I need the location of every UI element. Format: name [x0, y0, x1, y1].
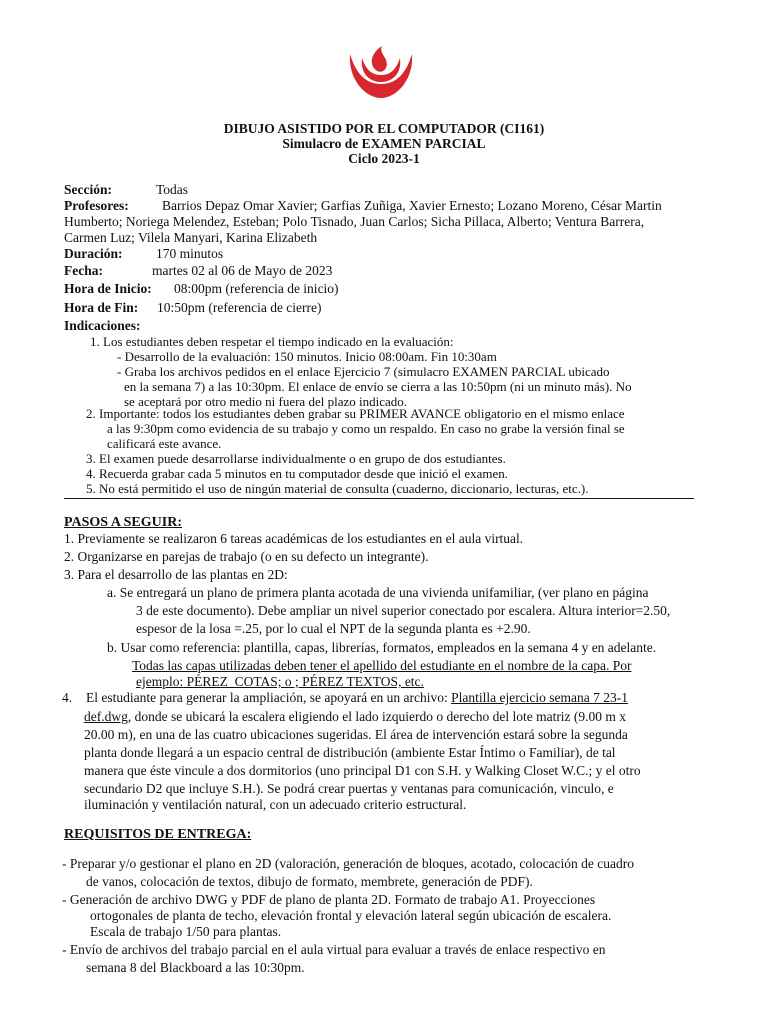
- profesores-line: Carmen Luz; Vilela Manyari, Karina Elizabeth: [64, 230, 318, 245]
- profesores-line: Humberto; Noriega Melendez, Esteban; Polo Tisnado, Juan Carlos; Sicha Pillaca, Alberto; Ventura Barrera,: [64, 214, 645, 229]
- paso-subitem: a. Se entregará un plano de primera planta acotada de una vivienda unifamiliar, (ver plano en página: [107, 585, 649, 600]
- paso-item-line: def.dwg, donde se ubicará la escalera eligiendo el lado izquierdo o derecho del lote matriz (9.00 m x: [84, 709, 627, 724]
- indicacion-line: 3. El examen puede desarrollarse individualmente o en grupo de dos estudiantes.: [86, 451, 506, 466]
- paso-item: 3. Para el desarrollo de las plantas en 2D:: [64, 567, 288, 582]
- seccion-row: [64, 182, 112, 198]
- paso-item: 1. Previamente se realizaron 6 tareas académicas de los estudiantes en el aula virtual.: [64, 531, 524, 546]
- duracion-value: 170 minutos: [156, 246, 224, 261]
- requisito-line: - Envío de archivos del trabajo parcial en el aula virtual para evaluar a través de enlace respectivo en: [62, 942, 606, 957]
- exam-title: Simulacro de EXAMEN PARCIAL: [282, 136, 486, 151]
- requisito-line: - Preparar y/o gestionar el plano en 2D (valoración, generación de bloques, acotado, colocación de cuadro: [62, 856, 635, 871]
- inicio-value: 08:00pm (referencia de inicio): [174, 281, 339, 296]
- paso-note: Todas las capas utilizadas deben tener el apellido del estudiante en el nombre de la capa. Por: [132, 658, 632, 673]
- fin-label: Hora de Fin:: [64, 300, 139, 315]
- paso-item-line: El estudiante para generar la ampliación, se apoyará en un archivo: Plantilla ejercicio semana 7 23-1: [86, 690, 629, 705]
- indicacion-line: 2. Importante: todos los estudiantes deben grabar su PRIMER AVANCE obligatorio en el mismo enlace: [86, 406, 625, 421]
- seccion-label: Sección:: [64, 182, 112, 197]
- paso-item: 2. Organizarse en parejas de trabajo (o en su defecto un integrante).: [64, 549, 429, 564]
- requisito-line: - Generación de archivo DWG y PDF de plano de planta 2D. Formato de trabajo A1. Proyecciones: [62, 892, 596, 907]
- indicacion-line: en la semana 7) a las 10:30pm. El enlace de envío se cierra a las 10:50pm (ni un minuto más). No: [124, 379, 632, 394]
- fin-value: 10:50pm (referencia de cierre): [157, 300, 322, 315]
- paso-item-number: 4.: [62, 690, 73, 705]
- indicacion-line: calificará este avance.: [107, 436, 222, 451]
- course-title: DIBUJO ASISTIDO POR EL COMPUTADOR (CI161): [223, 121, 545, 136]
- requisitos-title: REQUISITOS DE ENTREGA:: [64, 827, 252, 842]
- inicio-label: Hora de Inicio:: [64, 281, 152, 296]
- indicacion-line: 5. No está permitido el uso de ningún material de consulta (cuaderno, diccionario, lecturas, etc.).: [86, 481, 589, 496]
- divider: [64, 498, 694, 499]
- paso-subitem: b. Usar como referencia: plantilla, capas, librerías, formatos, empleados en la semana 4 y en adelante.: [107, 640, 657, 655]
- indicacion-line: se aceptará por otro medio ni fuera del plazo indicado.: [124, 394, 407, 409]
- requisito-line: Escala de trabajo 1/50 para plantas.: [90, 924, 282, 939]
- paso-subitem: 3 de este documento). Debe ampliar un nivel superior conectado por escalera. Altura interior=2.50,: [136, 603, 671, 618]
- paso-subitem: espesor de la losa =.25, por lo cual el NPT de la segunda planta es +2.90.: [136, 621, 531, 636]
- indicacion-line: - Desarrollo de la evaluación: 150 minutos. Inicio 08:00am. Fin 10:30am: [117, 349, 497, 364]
- indicacion-line: - Graba los archivos pedidos en el enlace Ejercicio 7 (simulacro EXAMEN PARCIAL ubicado: [117, 364, 610, 379]
- indicaciones-title: Indicaciones:: [64, 318, 141, 333]
- pasos-title: PASOS A SEGUIR:: [64, 515, 182, 530]
- requisito-line: semana 8 del Blackboard a las 10:30pm.: [86, 960, 305, 975]
- indicacion-line: a las 9:30pm como evidencia de su trabajo y como un respaldo. En caso no grabe la versión final se: [107, 421, 625, 436]
- duracion-label: Duración:: [64, 246, 123, 261]
- paso-item-line: 20.00 m), en una de las cuatro ubicaciones sugeridas. El área de intervención estará sobre la segunda: [84, 727, 628, 742]
- paso-item-line: manera que éste vincule a dos dormitorios (uno principal D1 con S.H. y Walking Closet W.C.; y el otro: [84, 763, 641, 778]
- paso-item-line: iluminación y ventilación natural, con un adecuado criterio estructural.: [84, 797, 467, 812]
- requisito-line: de vanos, colocación de textos, dibujo de formato, membrete, generación de PDF).: [86, 874, 533, 889]
- cycle-title: Ciclo 2023-1: [348, 151, 420, 166]
- fecha-value: martes 02 al 06 de Mayo de 2023: [152, 263, 333, 278]
- fecha-label: Fecha:: [64, 263, 103, 278]
- requisito-line: ortogonales de planta de techo, elevación frontal y elevación lateral según ubicación de escalera.: [90, 908, 612, 923]
- indicacion-line: 4. Recuerda grabar cada 5 minutos en tu computador desde que inició el examen.: [86, 466, 508, 481]
- indicacion-line: 1. Los estudiantes deben respetar el tiempo indicado en la evaluación:: [90, 334, 454, 349]
- paso-item-line: planta donde llegará a un espacio central de distribución (ambiente Estar Íntimo o Familiar), de tal: [84, 745, 616, 760]
- upc-logo-icon: [346, 40, 416, 100]
- seccion-value: Todas: [156, 182, 189, 197]
- paso-example: ejemplo: PÉREZ_COTAS; o ; PÉREZ TEXTOS, etc.: [136, 674, 424, 689]
- paso-item-line: secundario D2 que incluye S.H.). Se podrá crear puertas y ventanas para comunicación, vinculo, e: [84, 781, 614, 796]
- profesores-line: Barrios Depaz Omar Xavier; Garfias Zuñiga, Xavier Ernesto; Lozano Moreno, César Martin: [162, 198, 662, 213]
- profesores-label: Profesores:: [64, 198, 129, 213]
